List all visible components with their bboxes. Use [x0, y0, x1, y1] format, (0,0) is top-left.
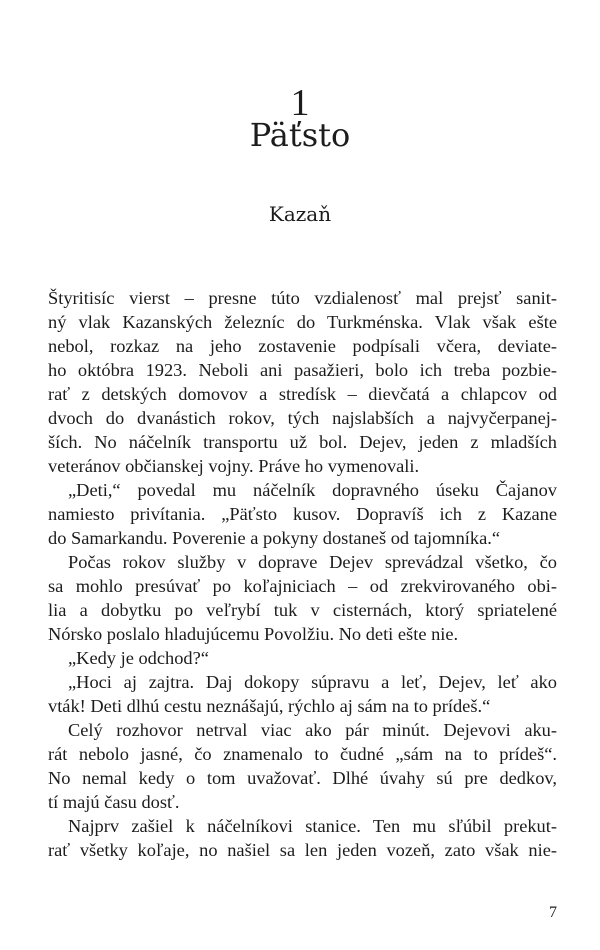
text-line: Štyritisíc vierst – presne túto vzdialenosť mal prejsť sanit- — [48, 288, 557, 308]
text-line: do Samarkandu. Poverenie a pokyny dostaneš od tajomníka.“ — [48, 528, 500, 548]
text-line: dvoch do dvanástich rokov, tých najslabších a najvyčerpanej- — [48, 408, 557, 428]
text-line: „Deti,“ povedal mu náčelník dopravného úseku Čajanov — [68, 480, 557, 500]
text-line: namiesto privítania. „Päťsto kusov. Dopravíš ich z Kazane — [48, 504, 557, 524]
text-line: lia a dobytku po veľrybí tuk v cisternách, ktorý spriatelené — [48, 600, 557, 620]
text-line: rát nebolo jasné, čo znamenalo to čudné „sám na to prídeš“. — [48, 744, 557, 764]
text-line: No nemal kedy o tom uvažovať. Dlhé úvahy sú pre dedkov, — [48, 768, 557, 788]
text-line: veteránov občianskej vojny. Práve ho vymenovali. — [48, 456, 420, 476]
text-line: rať všetky koľaje, no našiel sa len jeden vozeň, zato však nie- — [48, 840, 557, 860]
text-line: tí majú času dosť. — [48, 792, 180, 812]
text-line: Nórsko poslalo hladujúcemu Povolžiu. No deti ešte nie. — [48, 624, 459, 644]
text-line: vták! Deti dlhú cestu neznášajú, rýchlo aj sám na to prídeš.“ — [48, 696, 491, 716]
text-line: Počas rokov služby v doprave Dejev sprevádzal všetko, čo — [68, 552, 557, 572]
text-line: Celý rozhovor netrval viac ako pár minút. Dejevovi aku- — [68, 720, 557, 740]
text-line: sa mohlo presúvať po koľajniciach – od zrekvirovaného obi- — [48, 576, 557, 596]
text-line: ho októbra 1923. Neboli ani pasažieri, bolo ich treba pozbie- — [48, 360, 557, 380]
text-line: rať z detských domovov a stredísk – dievčatá a chlapcov od — [48, 384, 557, 404]
text-line: „Kedy je odchod?“ — [68, 648, 209, 668]
text-line: Najprv zašiel k náčelníkovi stanice. Ten mu sľúbil prekut- — [68, 816, 557, 836]
page-number: 7 — [549, 904, 557, 921]
section-title: Kazaň — [268, 202, 332, 226]
text-line: ný vlak Kazanských železníc do Turkménska. Vlak však ešte — [48, 312, 557, 332]
chapter-title: Päťsto — [249, 116, 351, 154]
text-line: ších. No náčelník transportu už bol. Dejev, jeden z mladších — [48, 432, 557, 452]
text-line: „Hoci aj zajtra. Daj dokopy súpravu a leť, Dejev, leť ako — [68, 672, 557, 692]
chapter-number: 1 — [290, 82, 310, 124]
text-line: nebol, rozkaz na jeho zostavenie podpísali včera, deviate- — [48, 336, 557, 356]
